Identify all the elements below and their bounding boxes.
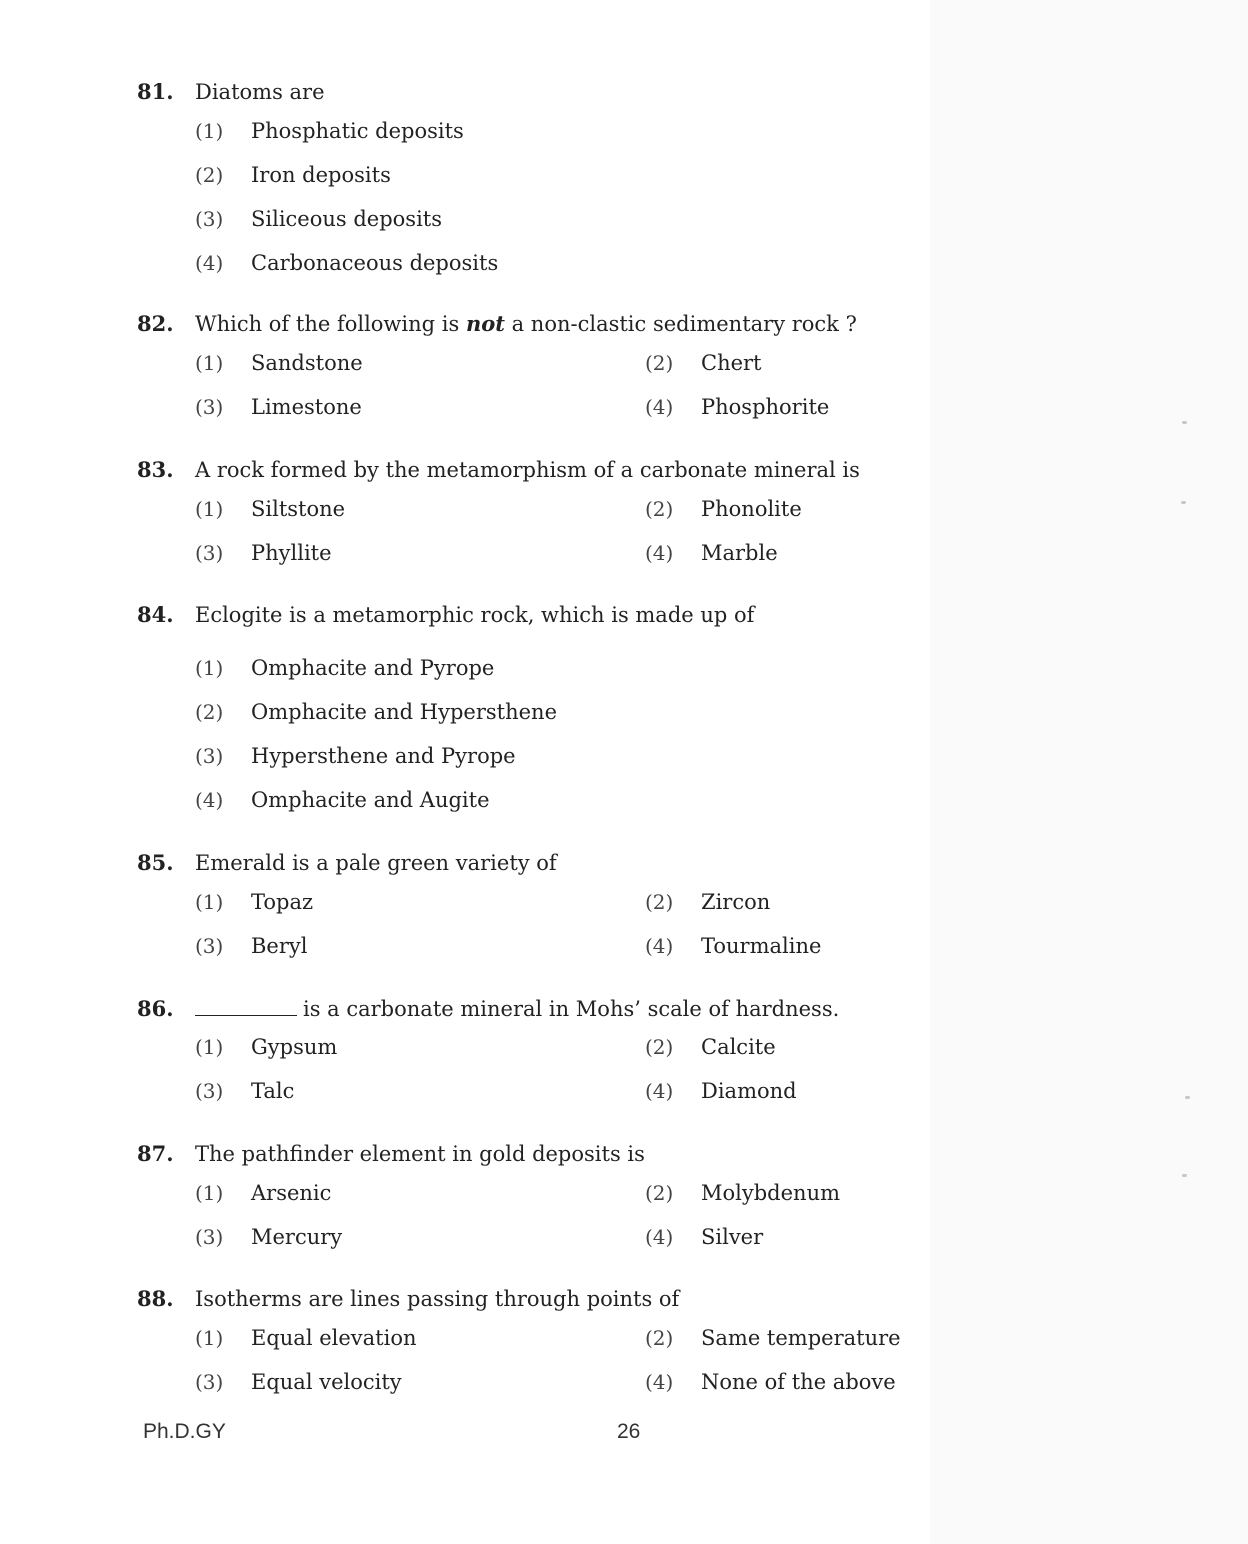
question-83 (137, 457, 917, 575)
option-label: (4) (195, 788, 224, 812)
option-label: (4) (645, 1079, 674, 1103)
footer-page-number: 26 (617, 1420, 641, 1443)
option-4 (645, 385, 975, 429)
option-text: Mercury (251, 1225, 343, 1249)
option-label: (4) (645, 541, 674, 565)
option-text: Diamond (701, 1079, 797, 1103)
question-number: 83. (137, 457, 174, 482)
question-stem (137, 602, 917, 632)
option-4 (645, 1069, 975, 1113)
option-label: (2) (645, 1181, 674, 1205)
option-label: (2) (645, 497, 674, 521)
option-label: (2) (645, 1035, 674, 1059)
option-4 (645, 924, 975, 968)
question-85 (137, 850, 917, 968)
option-3 (195, 1360, 645, 1404)
option-label: (2) (645, 1326, 674, 1350)
option-text: Molybdenum (701, 1181, 841, 1205)
option-label: (1) (195, 1326, 224, 1350)
option-1 (195, 487, 645, 531)
option-text: Gypsum (251, 1035, 338, 1059)
option-label: (3) (195, 1370, 224, 1394)
option-3 (195, 1215, 645, 1259)
option-text: Phyllite (251, 541, 332, 565)
question-82 (137, 311, 917, 429)
question-87 (137, 1141, 917, 1259)
option-label: (3) (195, 744, 224, 768)
option-label: (4) (645, 395, 674, 419)
option-label: (1) (195, 119, 224, 143)
option-2 (645, 1171, 975, 1215)
option-text: Iron deposits (251, 163, 391, 187)
option-1 (195, 880, 645, 924)
option-2 (195, 153, 917, 197)
question-number: 86. (137, 996, 174, 1021)
option-2 (645, 880, 975, 924)
option-text: Silver (701, 1225, 764, 1249)
options-list (195, 646, 917, 822)
options-list (195, 1025, 917, 1113)
option-3 (195, 924, 645, 968)
option-label: (3) (195, 1079, 224, 1103)
option-4 (645, 531, 975, 575)
option-2 (645, 487, 975, 531)
option-label: (4) (645, 934, 674, 958)
option-text: Phosphatic deposits (251, 119, 464, 143)
question-text: A rock formed by the metamorphism of a carbonate mineral is (195, 458, 860, 482)
option-3 (195, 531, 645, 575)
question-88 (137, 1286, 917, 1404)
option-text: Siliceous deposits (251, 207, 443, 231)
option-label: (1) (195, 656, 224, 680)
option-2 (645, 1025, 975, 1069)
question-text: is a carbonate mineral in Mohs’ scale of hardness. (195, 995, 839, 1021)
question-text: Emerald is a pale green variety of (195, 851, 557, 875)
scan-speck (1181, 501, 1186, 504)
option-text: Talc (251, 1079, 295, 1103)
option-1 (195, 1316, 645, 1360)
option-1 (195, 1025, 645, 1069)
option-text: None of the above (701, 1370, 896, 1394)
option-text: Same temperature (701, 1326, 901, 1350)
option-2 (645, 341, 975, 385)
scan-speck (1182, 421, 1187, 424)
option-text: Marble (701, 541, 778, 565)
option-text: Topaz (251, 890, 314, 914)
option-label: (1) (195, 1035, 224, 1059)
option-text: Sandstone (251, 351, 363, 375)
option-label: (4) (645, 1225, 674, 1249)
emphasis-not: not (465, 311, 505, 336)
question-86 (137, 995, 917, 1113)
question-text: Isotherms are lines passing through points of (195, 1287, 680, 1311)
question-84 (137, 602, 917, 822)
option-4 (195, 241, 917, 285)
option-text: Chert (701, 351, 762, 375)
option-label: (1) (195, 351, 224, 375)
option-text: Arsenic (251, 1181, 332, 1205)
option-text: Limestone (251, 395, 362, 419)
question-81 (137, 79, 917, 285)
question-number: 84. (137, 602, 174, 627)
question-stem (137, 850, 917, 880)
option-2 (645, 1316, 975, 1360)
options-list (195, 487, 917, 575)
option-text: Equal velocity (251, 1370, 402, 1394)
option-label: (2) (645, 890, 674, 914)
question-stem (137, 457, 917, 487)
option-3 (195, 1069, 645, 1113)
option-text: Phosphorite (701, 395, 830, 419)
option-text: Phonolite (701, 497, 802, 521)
question-text: Eclogite is a metamorphic rock, which is made up of (195, 603, 755, 627)
option-text: Calcite (701, 1035, 776, 1059)
option-label: (2) (195, 163, 224, 187)
option-text: Siltstone (251, 497, 346, 521)
option-text: Zircon (701, 890, 771, 914)
option-1 (195, 109, 917, 153)
option-text: Tourmaline (701, 934, 822, 958)
option-label: (3) (195, 207, 224, 231)
option-1 (195, 1171, 645, 1215)
question-number: 88. (137, 1286, 174, 1311)
option-1 (195, 646, 917, 690)
question-number: 81. (137, 79, 174, 104)
option-4 (195, 778, 917, 822)
page-edge-shade (930, 0, 1248, 1544)
options-list (195, 109, 917, 285)
option-label: (4) (645, 1370, 674, 1394)
option-2 (195, 690, 917, 734)
options-list (195, 341, 917, 429)
question-number: 82. (137, 311, 174, 336)
option-label: (2) (195, 700, 224, 724)
question-stem (137, 1141, 917, 1171)
footer-paper-code: Ph.D.GY (143, 1420, 226, 1443)
question-text: Which of the following is not a non-clastic sedimentary rock ? (195, 311, 857, 336)
option-text: Carbonaceous deposits (251, 251, 499, 275)
option-label: (1) (195, 1181, 224, 1205)
question-text: The pathfinder element in gold deposits is (195, 1142, 645, 1166)
option-label: (4) (195, 251, 224, 275)
option-label: (3) (195, 541, 224, 565)
question-number: 87. (137, 1141, 174, 1166)
option-3 (195, 734, 917, 778)
option-label: (1) (195, 497, 224, 521)
option-text: Hypersthene and Pyrope (251, 744, 516, 768)
option-label: (3) (195, 934, 224, 958)
options-list (195, 880, 917, 968)
option-text: Omphacite and Hypersthene (251, 700, 558, 724)
question-stem (137, 995, 917, 1025)
option-1 (195, 341, 645, 385)
option-3 (195, 385, 645, 429)
option-4 (645, 1360, 975, 1404)
option-label: (3) (195, 395, 224, 419)
option-text: Omphacite and Augite (251, 788, 490, 812)
option-text: Equal elevation (251, 1326, 417, 1350)
scan-speck (1182, 1174, 1187, 1177)
options-list (195, 1316, 917, 1404)
option-label: (1) (195, 890, 224, 914)
option-3 (195, 197, 917, 241)
option-4 (645, 1215, 975, 1259)
question-number: 85. (137, 850, 174, 875)
options-list (195, 1171, 917, 1259)
scan-speck (1185, 1096, 1190, 1099)
option-text: Omphacite and Pyrope (251, 656, 495, 680)
question-stem (137, 1286, 917, 1316)
fill-in-blank (195, 995, 297, 1016)
option-label: (2) (645, 351, 674, 375)
option-label: (3) (195, 1225, 224, 1249)
question-stem (137, 311, 917, 341)
question-stem (137, 79, 917, 109)
question-text: Diatoms are (195, 80, 325, 104)
option-text: Beryl (251, 934, 308, 958)
